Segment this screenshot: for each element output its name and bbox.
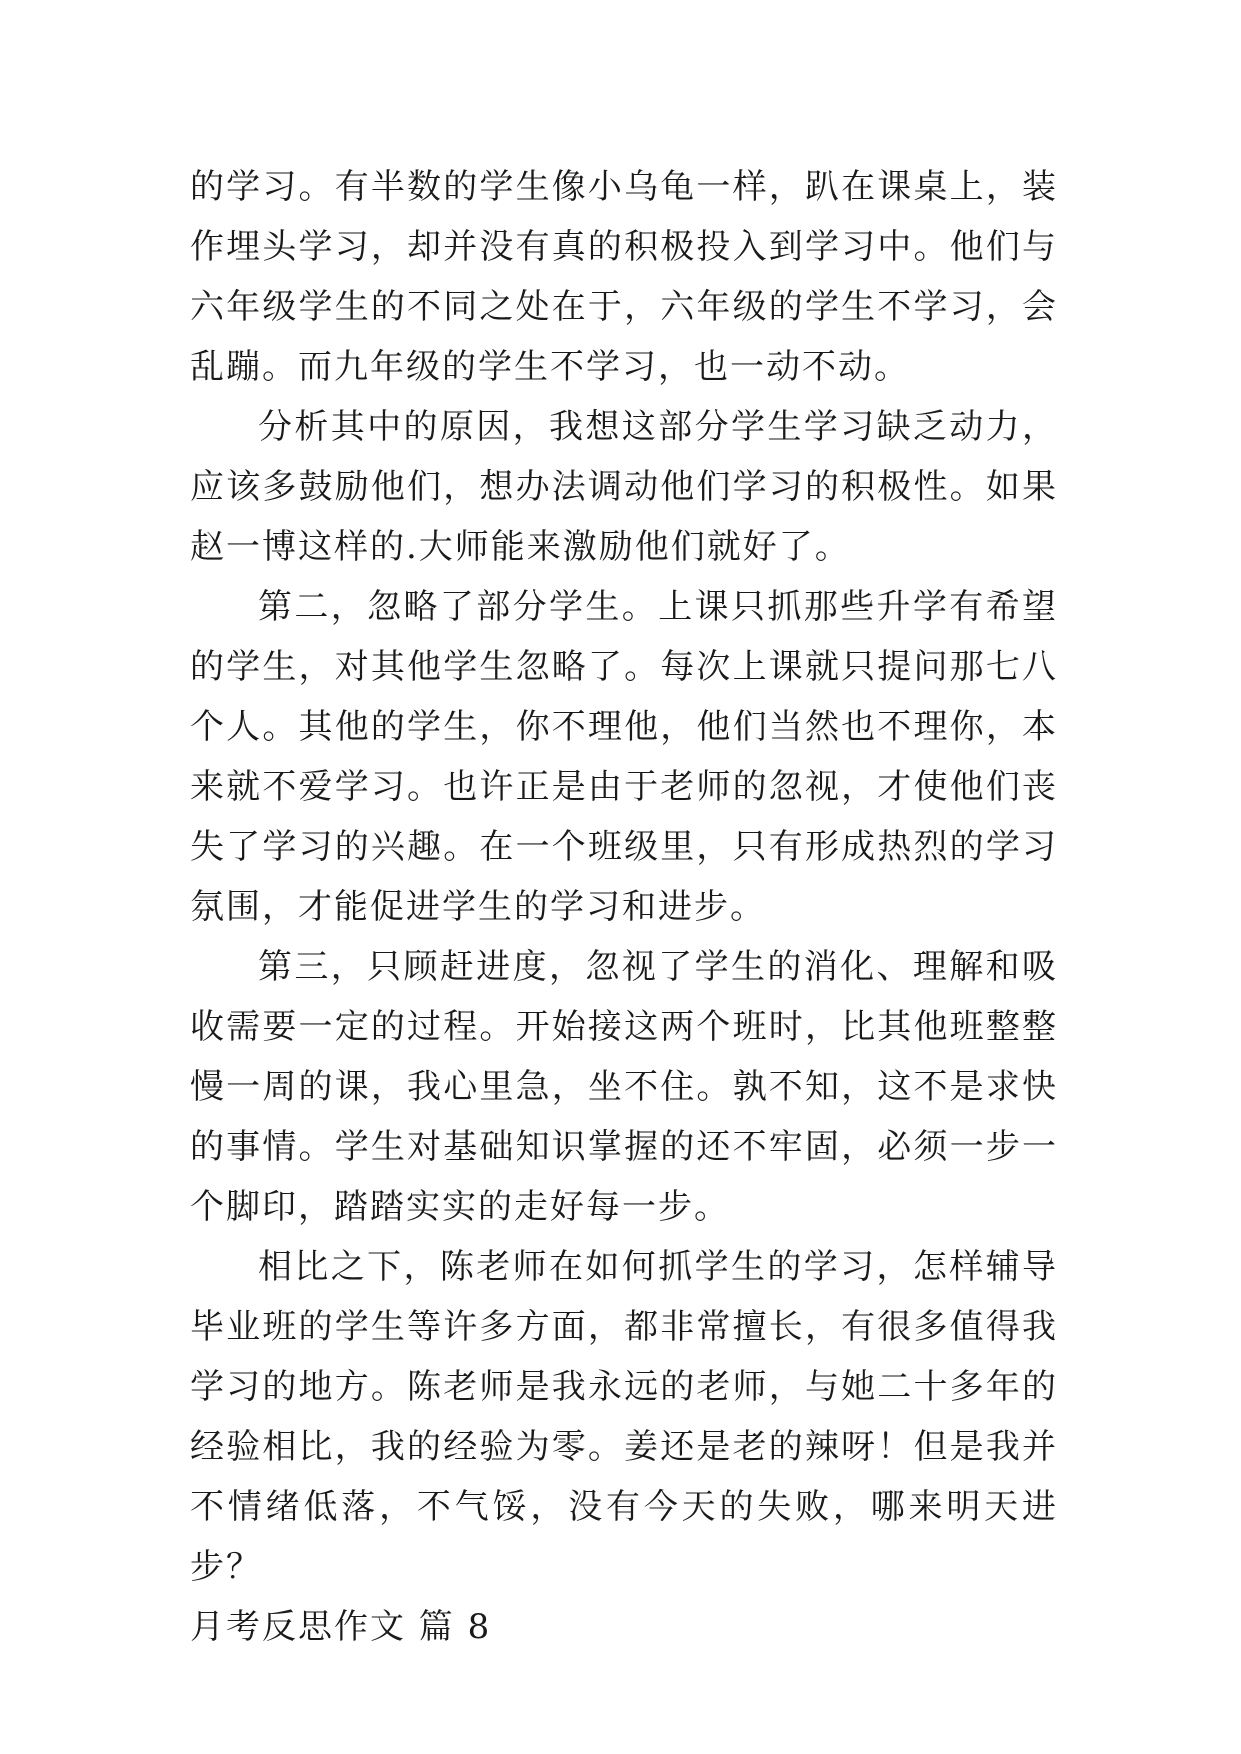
paragraph-2: 分析其中的原因，我想这部分学生学习缺乏动力，应该多鼓励他们，想办法调动他们学习的积极性。如果赵一博这样的.大师能来激励他们就好了。 bbox=[190, 407, 1058, 567]
section-heading: 月考反思作文 篇 8 bbox=[190, 1607, 492, 1647]
paragraph-5: 相比之下，陈老师在如何抓学生的学习，怎样辅导毕业班的学生等许多方面，都非常擅长，有很多值得我学习的地方。陈老师是我永远的老师，与她二十多年的经验相比，我的经验为零。姜还是老的辣呀！但是我并不情绪低落，不气馁，没有今天的失败，哪来明天进步？ bbox=[190, 1247, 1058, 1587]
paragraph-1: 的学习。有半数的学生像小乌龟一样，趴在课桌上，装作埋头学习，却并没有真的积极投入到学习中。他们与六年级学生的不同之处在于，六年级的学生不学习，会乱蹦。而九年级的学生不学习，也一动不动。 bbox=[190, 167, 1058, 387]
paragraph-4: 第三，只顾赶进度，忽视了学生的消化、理解和吸收需要一定的过程。开始接这两个班时，比其他班整整慢一周的课，我心里急，坐不住。孰不知，这不是求快的事情。学生对基础知识掌握的还不牢固，必须一步一个脚印，踏踏实实的走好每一步。 bbox=[190, 947, 1058, 1227]
document-body bbox=[190, 157, 1058, 1657]
paragraph-3: 第二，忽略了部分学生。上课只抓那些升学有希望的学生，对其他学生忽略了。每次上课就只提问那七八个人。其他的学生，你不理他，他们当然也不理你，本来就不爱学习。也许正是由于老师的忽视，才使他们丧失了学习的兴趣。在一个班级里，只有形成热烈的学习氛围，才能促进学生的学习和进步。 bbox=[190, 587, 1058, 927]
